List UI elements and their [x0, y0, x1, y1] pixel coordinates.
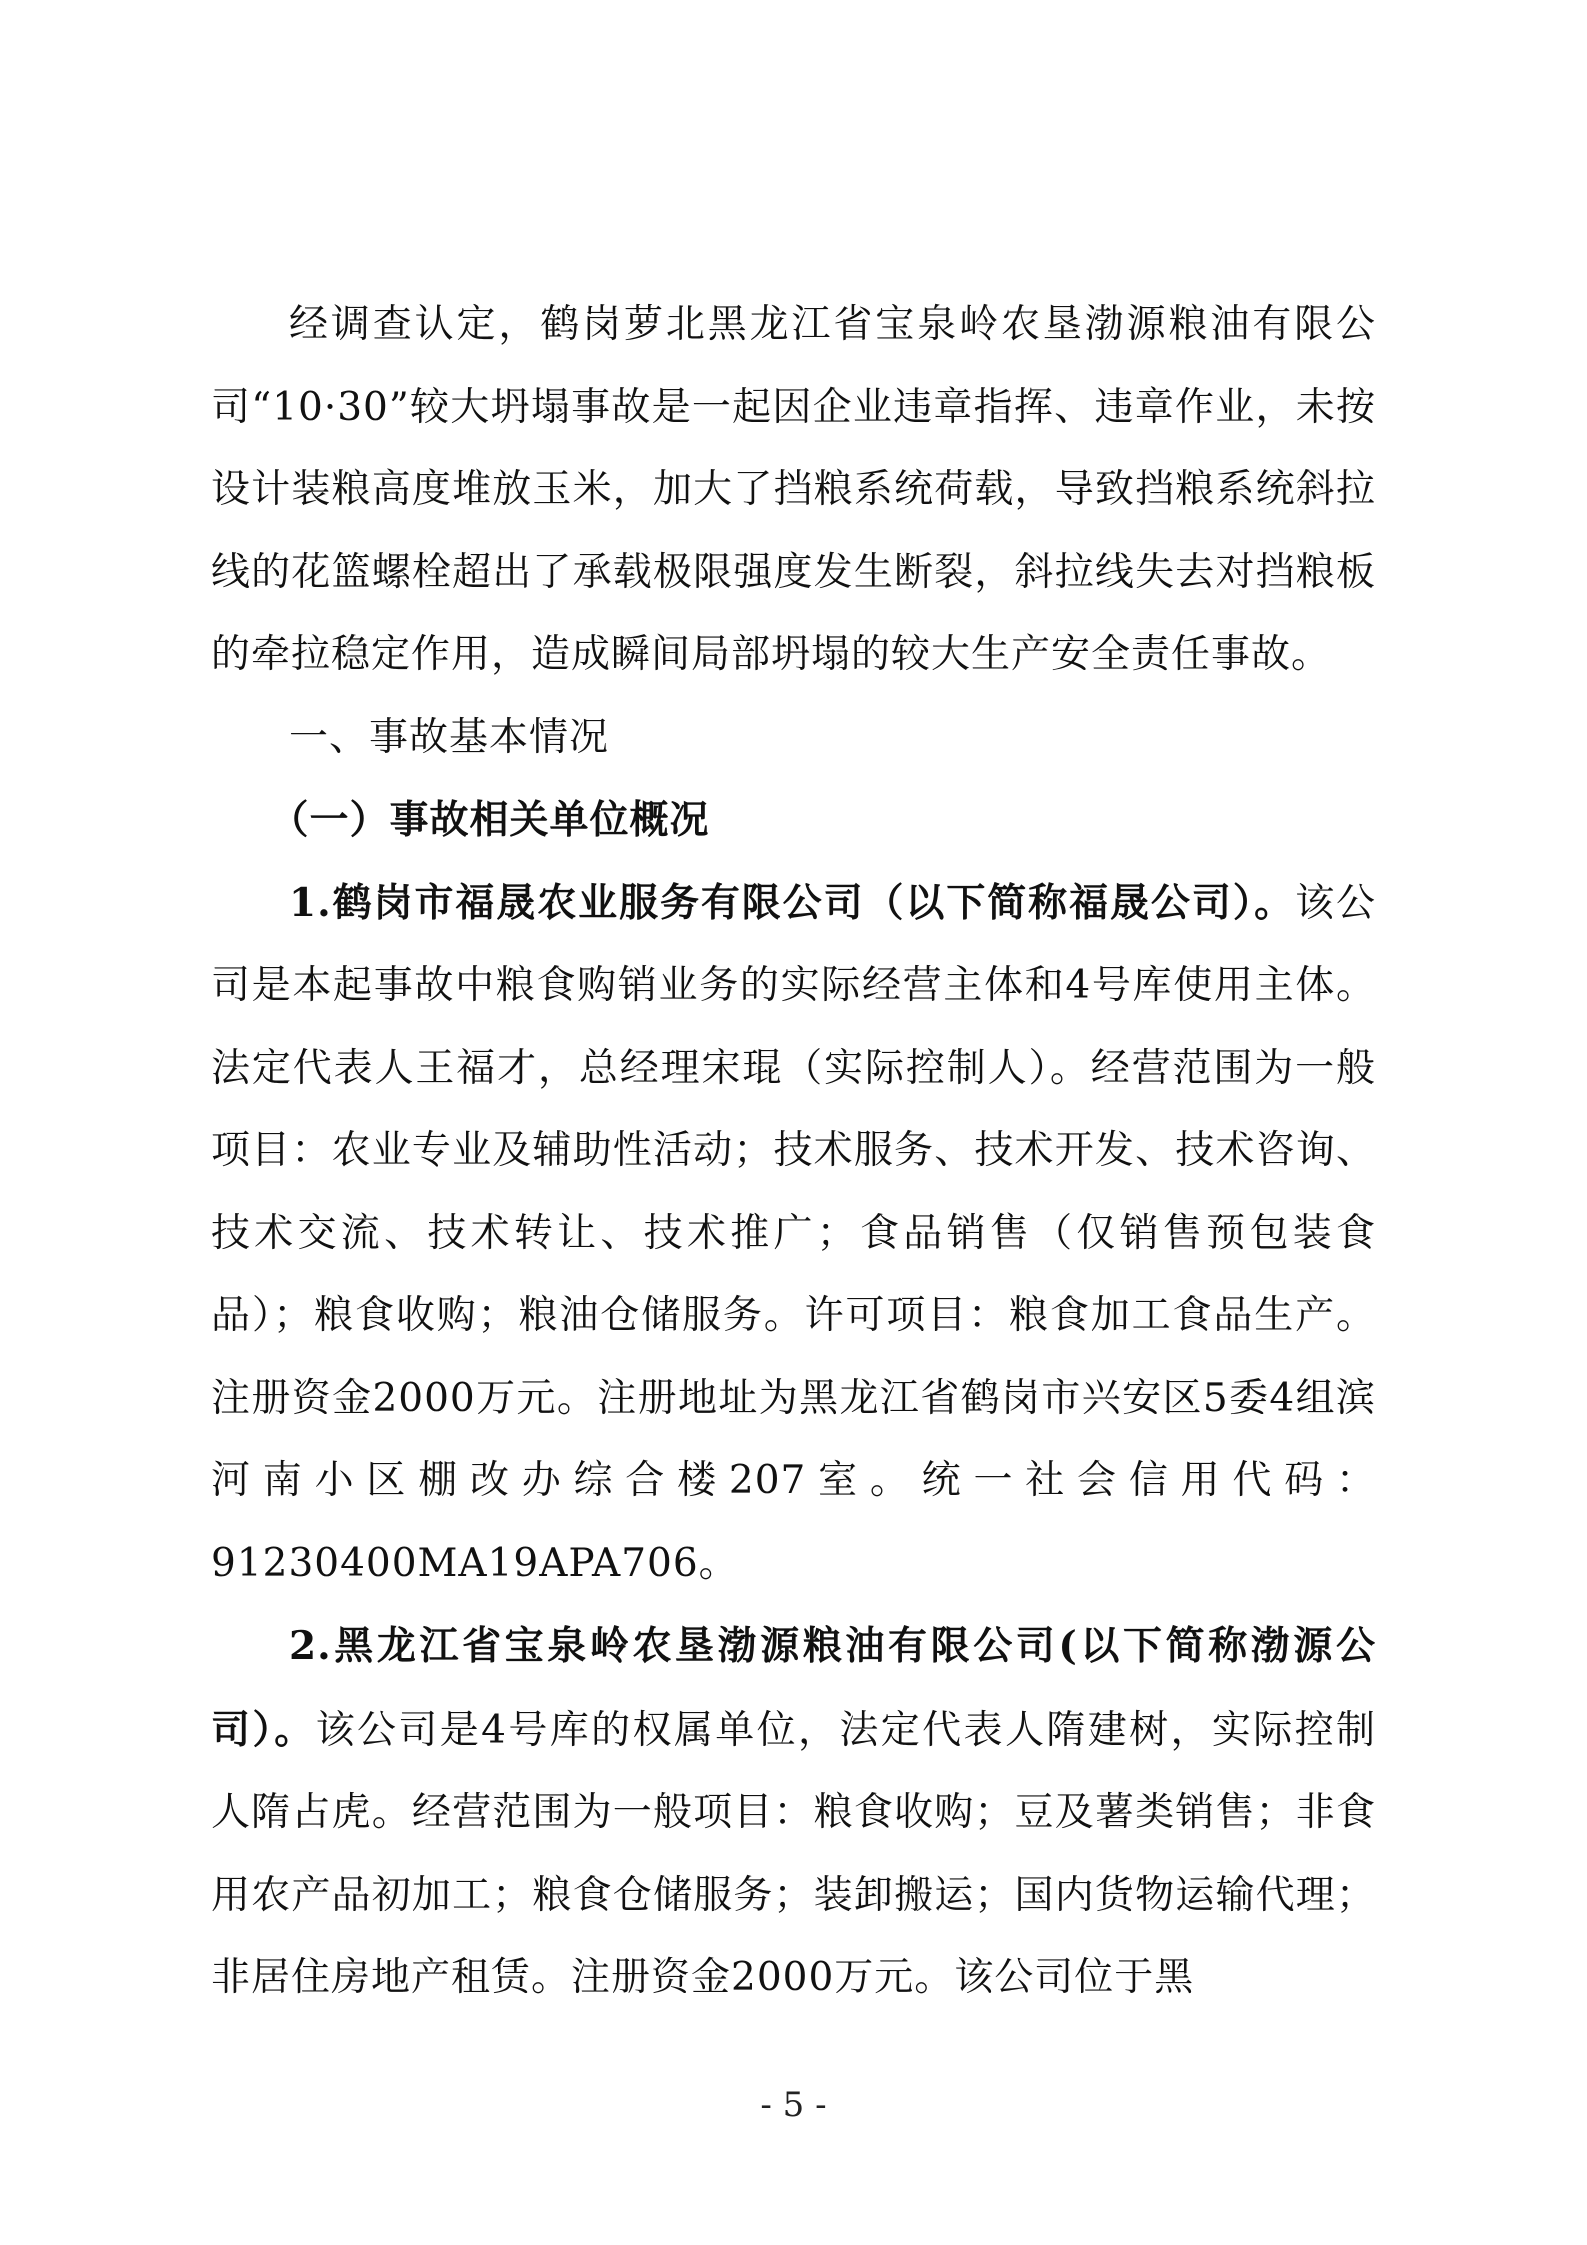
item-2-body: 该公司是4号库的权属单位，法定代表人隋建树，实际控制人隋占虎。经营范围为一般项目：粮食收购；豆及薯类销售；非食用农产品初加工；粮食仓储服务；装卸搬运；国内货物运输代理；非居住房地产租赁。注册资金2000万元。该公司位于黑	[211, 1707, 1376, 2000]
item-1-lead: 1.鹤岗市福晟农业服务有限公司（以下简称福晟公司）。	[289, 879, 1296, 926]
document-body	[211, 284, 1376, 2020]
subsection-heading: （一）事故相关单位概况	[269, 797, 710, 843]
conclusion-paragraph: 经调查认定，鹤岗萝北黑龙江省宝泉岭农垦渤源粮油有限公司“10·30”较大坍塌事故是一起因企业违章指挥、违章作业，未按设计装粮高度堆放玉米，加大了挡粮系统荷载，导致挡粮系统斜拉线的花篮螺栓超出了承载极限强度发生断裂，斜拉线失去对挡粮板的牵拉稳定作用，造成瞬间局部坍塌的较大生产安全责任事故。	[211, 302, 1376, 677]
section-heading: 一、事故基本情况	[289, 714, 610, 760]
item-1-paragraph	[211, 862, 1376, 1606]
item-2-lead: 2.黑龙江省宝泉岭农垦渤源粮油有限公司(以下简称渤源公司）。	[211, 1623, 1376, 1753]
item-1-body: 该公司是本起事故中粮食购销业务的实际经营主体和4号库使用主体。法定代表人王福才，总经理宋琨（实际控制人）。经营范围为一般项目：农业专业及辅助性活动；技术服务、技术开发、技术咨询、技术交流、技术转让、技术推广；食品销售（仅销售预包装食品）；粮食收购；粮油仓储服务。许可项目：粮食加工食品生产。注册资金2000万元。注册地址为黑龙江省鹤岗市兴安区5委4组滨河南小区棚改办综合楼207室。统一社会信用代码：91230400MA19APA706。	[211, 880, 1376, 1586]
page-number: - 5 -	[760, 2085, 827, 2125]
item-2-paragraph	[211, 1605, 1376, 2020]
